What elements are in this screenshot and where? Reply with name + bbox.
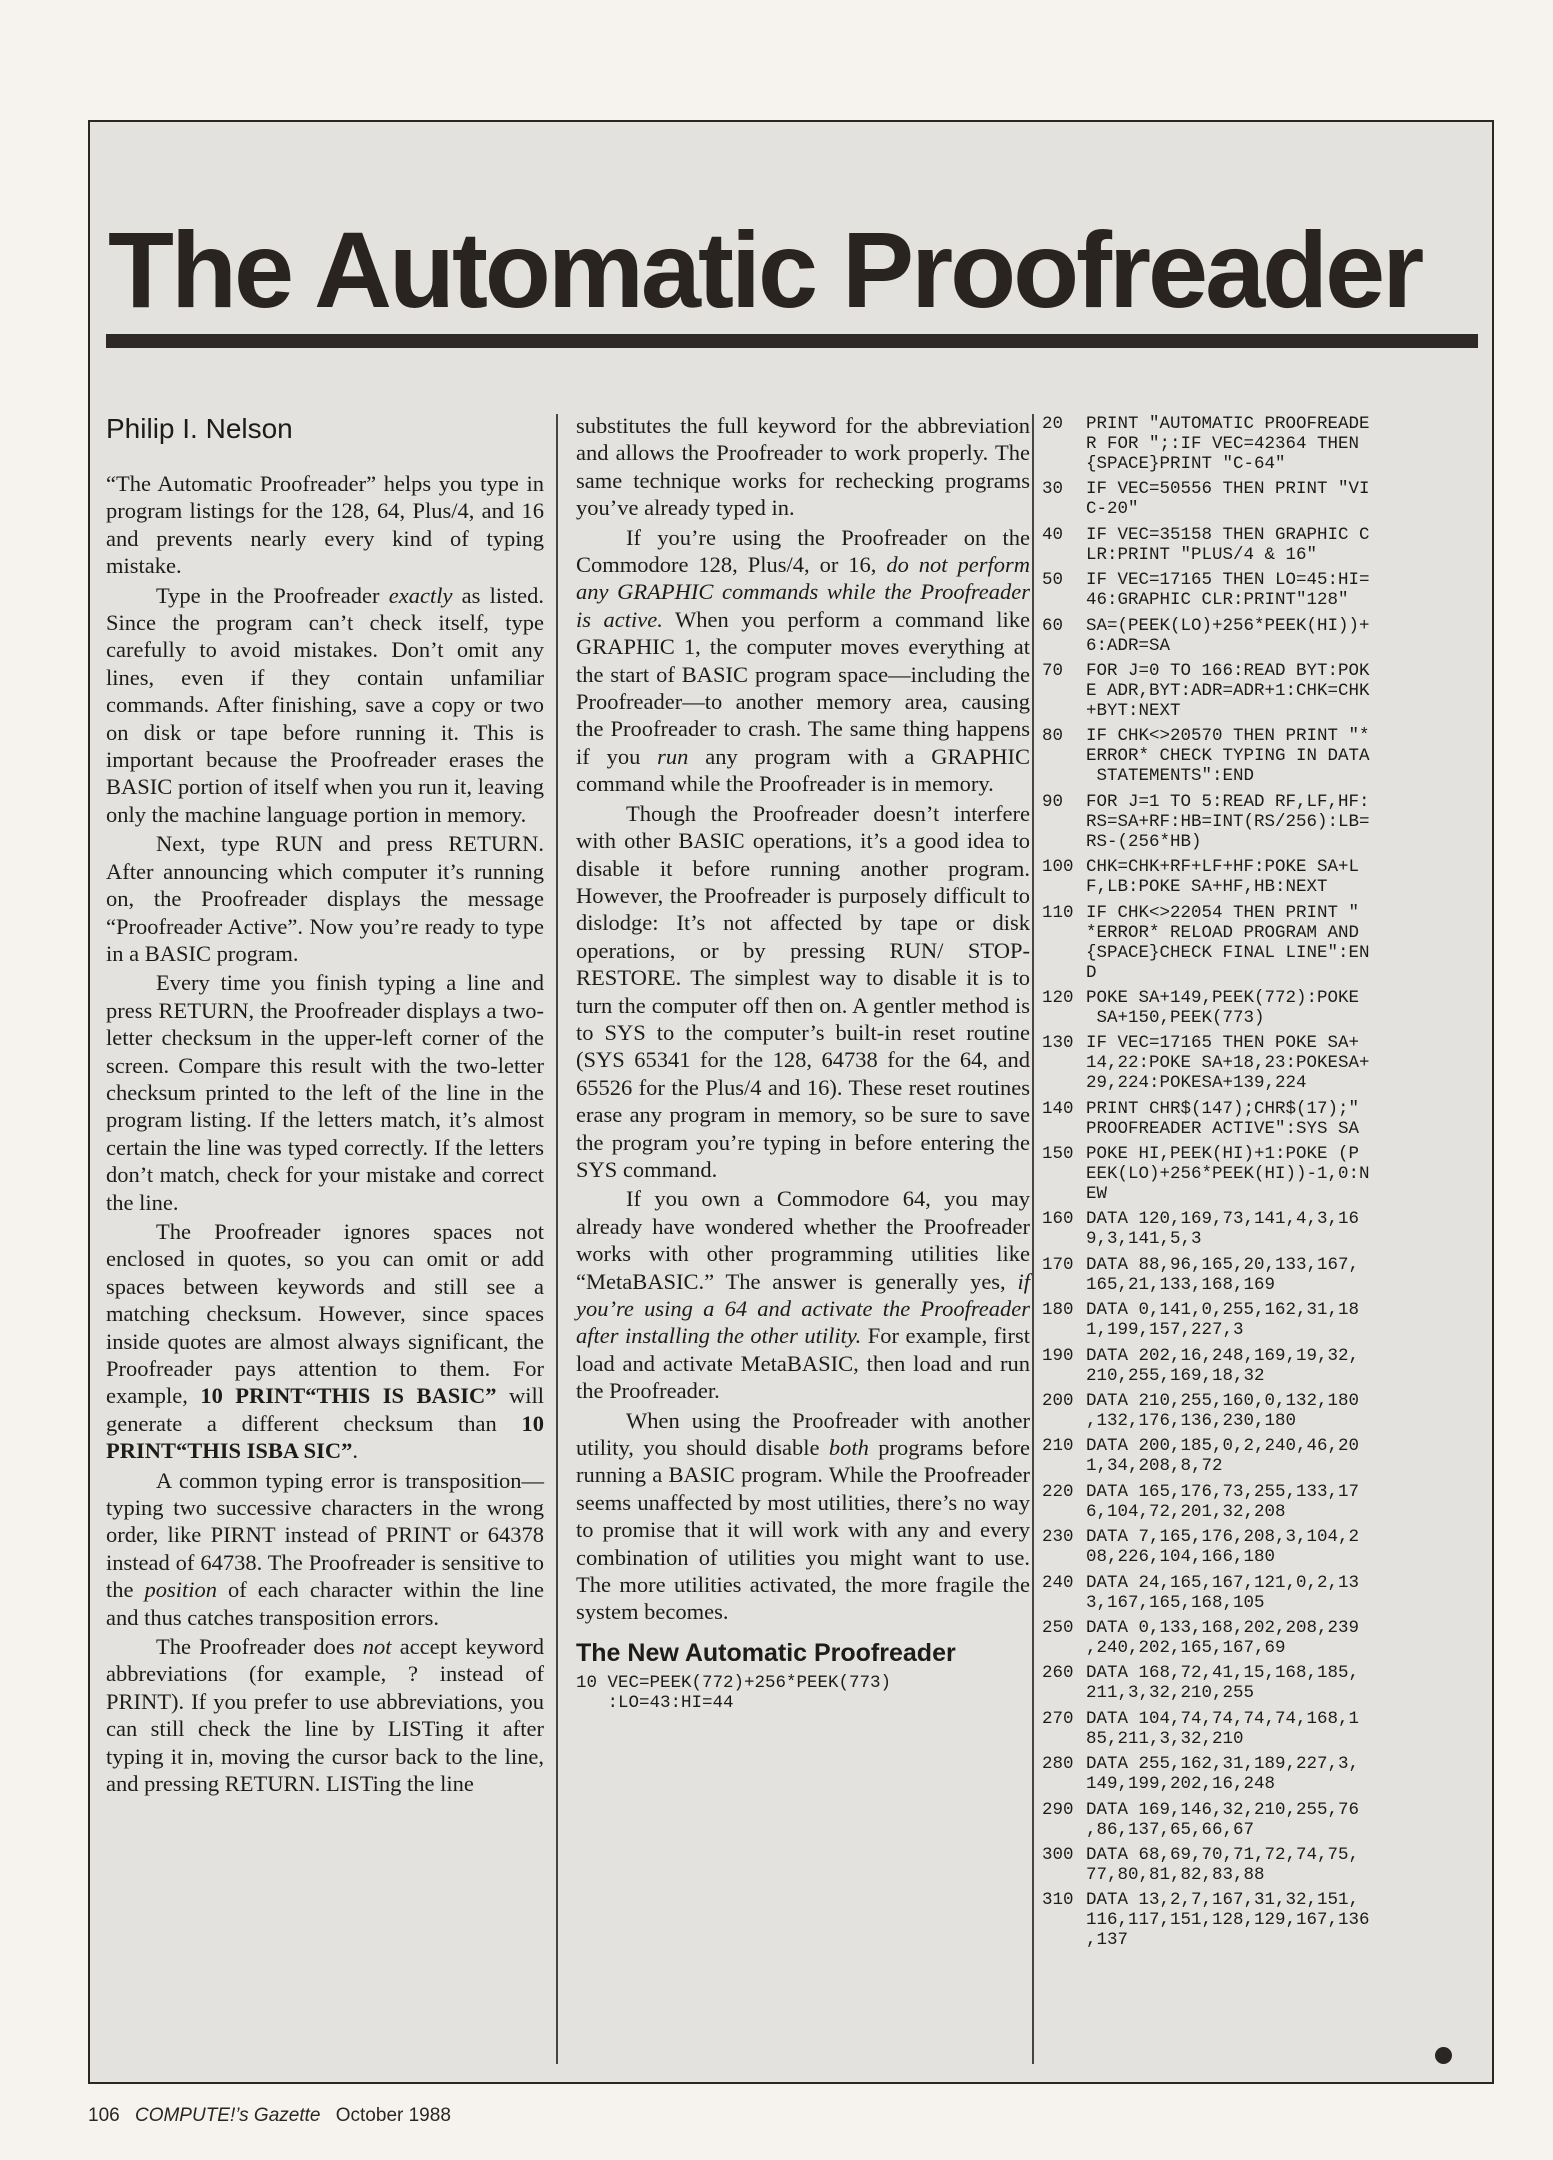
text: The Proofreader does (156, 1634, 363, 1660)
listing-line (1042, 1255, 1482, 1295)
text: of each character within the line and thus catches transposition errors. (106, 1577, 544, 1630)
article-frame (88, 120, 1494, 2084)
line-code: PRINT "AUTOMATIC PROOFREADE R FOR ";:IF VEC=42364 THEN {SPACE}PRINT "C-64" (1086, 414, 1370, 474)
line-code: DATA 0,141,0,255,162,31,18 1,199,157,227,3 (1086, 1300, 1360, 1341)
listing-line (1042, 525, 1482, 565)
listing-line (1042, 1754, 1482, 1794)
column-rule (556, 414, 558, 2064)
line-number: 40 (1042, 524, 1064, 545)
line-number: 230 (1042, 1527, 1074, 1548)
listing-line (1042, 1663, 1482, 1703)
article-title: The Automatic Proofreader (108, 209, 1422, 330)
listing-line-10: 10 VEC=PEEK(772)+256*PEEK(773) :LO=43:HI=44 (576, 1673, 892, 1714)
line-code: DATA 202,16,248,169,19,32, 210,255,169,18,32 (1086, 1345, 1360, 1386)
line-code: DATA 120,169,73,141,4,3,16 9,3,141,5,3 (1086, 1209, 1360, 1250)
line-code: DATA 255,162,31,189,227,3, 149,199,202,16,248 (1086, 1754, 1360, 1795)
text: When using the Proofreader with another utility, you should disable (576, 1407, 1030, 1461)
text: If you own a Commodore 64, you may already have wondered whether the Proofreader works with other programming utilities like “MetaBASIC.” The answer is generally yes, (576, 1186, 1030, 1294)
line-number: 140 (1042, 1098, 1074, 1119)
listing-line (1042, 661, 1482, 721)
line-number: 150 (1042, 1144, 1074, 1165)
line-number: 190 (1042, 1345, 1074, 1366)
line-code: DATA 210,255,160,0,132,180 ,132,176,136,230,180 (1086, 1391, 1360, 1432)
emphasis: do not perform any GRAPHIC commands while the Proofreader is active. (576, 552, 1030, 632)
listing-line (1042, 1845, 1482, 1885)
text: For example, first load and activate MetaBASIC, then load and run the Proofreader. (576, 1323, 1030, 1404)
paragraph (576, 1407, 1030, 1626)
emphasis: exactly (388, 582, 453, 608)
line-code: DATA 24,165,167,121,0,2,13 3,167,165,168,105 (1086, 1572, 1360, 1613)
listing-line (1042, 1033, 1482, 1093)
line-code: IF VEC=17165 THEN LO=45:HI= 46:GRAPHIC CLR:PRINT"128" (1086, 570, 1370, 611)
listing-line (1042, 616, 1482, 656)
paragraph (106, 1467, 544, 1631)
listing-line (1042, 1144, 1482, 1204)
line-code: DATA 13,2,7,167,31,32,151, 116,117,151,128,129,167,136 ,137 (1086, 1890, 1370, 1951)
line-number: 240 (1042, 1572, 1074, 1593)
byline: Philip I. Nelson (106, 413, 293, 444)
page-footer (88, 2105, 461, 2127)
listing-line (1042, 988, 1482, 1028)
line-code: DATA 169,146,32,210,255,76 ,86,137,65,66,67 (1086, 1799, 1360, 1840)
column-2 (576, 412, 1030, 1713)
emphasis: if you’re using a 64 and activate the Proofreader after installing the other utility. (576, 1268, 1030, 1349)
listing-line (1042, 1482, 1482, 1522)
line-number: 250 (1042, 1617, 1074, 1638)
line-code: DATA 104,74,74,74,74,168,1 85,211,3,32,210 (1086, 1708, 1360, 1749)
text: A common typing error is transposition—typing two successive characters in the wrong order, like PIRNT instead of PRINT or 64378 instead of 64738. The Proofreader is sensitive to the (106, 1467, 544, 1603)
line-code: DATA 68,69,70,71,72,74,75, 77,80,81,82,83,88 (1086, 1844, 1360, 1885)
line-code: DATA 7,165,176,208,3,104,2 08,226,104,166,180 (1086, 1527, 1360, 1568)
text: will generate a different checksum than (106, 1383, 544, 1436)
paragraph (576, 1185, 1030, 1404)
text: accept keyword abbreviations (for example, ? instead of PRINT). If you prefer to use abbreviations, you can still check the line by LISTing it after typing it in, moving the cursor back to the line, and pressing RETURN. LISTing the line (106, 1634, 544, 1797)
line-number: 220 (1042, 1481, 1074, 1502)
listing-line (1042, 479, 1482, 519)
listing-line (1042, 1209, 1482, 1249)
text: If you’re using the Proofreader on the Commodore 128, Plus/4, or 16, (576, 524, 1030, 578)
line-number: 20 (1042, 414, 1064, 434)
line-number: 160 (1042, 1209, 1074, 1230)
line-number: 280 (1042, 1754, 1074, 1775)
column-rule (1032, 414, 1034, 2064)
listing-line (1042, 1800, 1482, 1840)
emphasis: position (144, 1577, 217, 1603)
line-code: IF VEC=17165 THEN POKE SA+ 14,22:POKE SA+18,23:POKESA+ 29,224:POKESA+139,224 (1086, 1033, 1370, 1094)
listing-line (1042, 792, 1482, 852)
line-number: 290 (1042, 1799, 1074, 1820)
line-number: 310 (1042, 1890, 1074, 1911)
line-code: POKE SA+149,PEEK(772):POKE SA+150,PEEK(773) (1086, 987, 1360, 1028)
listing-line (1042, 1527, 1482, 1567)
emphasis: run (657, 743, 689, 769)
line-code: PRINT CHR$(147);CHR$(17);" PROOFREADER ACTIVE":SYS SA (1086, 1098, 1360, 1139)
line-code: POKE HI,PEEK(HI)+1:POKE (P EEK(LO)+256*PEEK(HI))-1,0:N EW (1086, 1144, 1370, 1205)
paragraph: Though the Proofreader doesn’t interfere with other BASIC operations, it’s a good idea to disable it before running another program. However, the Proofreader is purposely difficult to dislodge: It’s not affected by tape or disk operations, or by pressing RUN/ STOP- RESTORE. The simplest way to disable it is to turn the computer off then on. A gentler method is to SYS to the computer’s built-in reset routine (SYS 65341 for the 128, 64738 for the 64, and 65526 for the Plus/4 and 16). These reset routines erase any program in memory, so be sure to save the program you’re typing in before entering the SYS command. (576, 800, 1030, 1182)
bold-example: 10 PRINT“THIS IS BASIC” (200, 1383, 497, 1409)
line-number: 170 (1042, 1254, 1074, 1275)
line-number: 110 (1042, 902, 1074, 923)
emphasis: both (828, 1435, 869, 1461)
line-code: DATA 168,72,41,15,168,185, 211,3,32,210,255 (1086, 1663, 1360, 1704)
listing-line (1042, 726, 1482, 786)
line-code: DATA 0,133,168,202,208,239 ,240,202,165,167,69 (1086, 1617, 1360, 1658)
line-number: 200 (1042, 1391, 1074, 1412)
magazine-name: COMPUTE!’s Gazette (134, 2105, 321, 2126)
bold-example: 10 PRINT“THIS ISBA SIC” (106, 1410, 544, 1464)
line-number: 80 (1042, 726, 1064, 747)
listing-line (1042, 1618, 1482, 1658)
column-1 (106, 412, 544, 1800)
line-number: 100 (1042, 857, 1074, 878)
line-code: CHK=CHK+RF+LF+HF:POKE SA+L F,LB:POKE SA+HF,HB:NEXT (1086, 857, 1360, 898)
line-number: 130 (1042, 1033, 1074, 1054)
paragraph: “The Automatic Proofreader” helps you type in program listings for the 128, 64, Plus/4, and 16 and prevents nearly every kind of typing mistake. (106, 471, 544, 579)
listing-line (1042, 1391, 1482, 1431)
line-code: IF CHK<>22054 THEN PRINT " *ERROR* RELOAD PROGRAM AND {SPACE}CHECK FINAL LINE":EN D (1086, 902, 1370, 983)
listing-line (1042, 1436, 1482, 1476)
paragraph: substitutes the full keyword for the abbreviation and allows the Proofreader to work properly. The same technique works for rechecking programs you’ve already typed in. (576, 413, 1030, 521)
line-code: DATA 165,176,73,255,133,17 6,104,72,201,32,208 (1086, 1481, 1360, 1522)
line-number: 70 (1042, 660, 1064, 681)
paragraph: Every time you finish typing a line and press RETURN, the Proofreader displays a two-letter checksum in the upper-left corner of the screen. Compare this result with the two-letter checksum printed to the left of the line in the program listing. If the letters match, it’s almost certain the line was typed correctly. If the letters don’t match, check for your mistake and correct the line. (106, 970, 544, 1215)
line-code: FOR J=1 TO 5:READ RF,LF,HF: RS=SA+RF:HB=INT(RS/256):LB= RS-(256*HB) (1086, 791, 1370, 852)
paragraph: Next, type RUN and press RETURN. After announcing which computer it’s running on, the Proofreader displays the message “Proofreader Active”. Now you’re ready to type in a BASIC program. (106, 831, 544, 966)
line-number: 260 (1042, 1663, 1074, 1684)
page-number: 106 (88, 2105, 120, 2126)
paragraph (106, 582, 544, 829)
text: The Proofreader ignores spaces not enclosed in quotes, so you can omit or add spaces between keywords and still see a matching checksum. However, since spaces inside quotes are almost always significant, the Proofreader pays attention to them. For example, (106, 1218, 544, 1409)
column-3-listing (1042, 414, 1482, 1956)
title-rule (106, 334, 1478, 348)
listing-line (1042, 903, 1482, 983)
line-number: 50 (1042, 570, 1064, 591)
listing-line (1042, 1573, 1482, 1613)
text: . (352, 1438, 358, 1464)
text: programs before running a BASIC program. While the Proofreader seems unaffected by most utilities, there’s no way to promise that it will work with any and every combination of utilities you might want to use. The more utilities activated, the more fragile the system becomes. (576, 1435, 1030, 1625)
text: as listed. Since the program can’t check itself, type carefully to avoid mistakes. Don’t omit any lines, even if they contain unfamiliar commands. After finishing, save a copy or two on disk or tape before running it. This is important because the Proofreader erases the BASIC portion of itself when you run it, leaving only the machine language portion in memory. (106, 582, 544, 827)
line-number: 90 (1042, 791, 1064, 812)
text: Type in the Proofreader (156, 582, 389, 608)
issue-date: October 1988 (335, 2105, 451, 2126)
listing-line (1042, 1890, 1482, 1950)
listing-line (1042, 570, 1482, 610)
listing-heading: The New Automatic Proofreader (576, 1638, 956, 1667)
line-code: SA=(PEEK(LO)+256*PEEK(HI))+ 6:ADR=SA (1086, 615, 1370, 656)
line-code: IF CHK<>20570 THEN PRINT "* ERROR* CHECK TYPING IN DATA STATEMENTS":END (1086, 726, 1370, 787)
line-number: 210 (1042, 1436, 1074, 1457)
line-code: FOR J=0 TO 166:READ BYT:POK E ADR,BYT:ADR=ADR+1:CHK=CHK +BYT:NEXT (1086, 660, 1370, 721)
listing-line (1042, 1346, 1482, 1386)
text: any program with a GRAPHIC command while the Proofreader is in memory. (576, 743, 1031, 797)
emphasis: not (362, 1634, 392, 1660)
paragraph (576, 524, 1030, 798)
line-number: 300 (1042, 1844, 1074, 1865)
line-code: DATA 88,96,165,20,133,167, 165,21,133,168,169 (1086, 1254, 1360, 1295)
line-code: IF VEC=50556 THEN PRINT "VI C-20" (1086, 479, 1370, 520)
line-number: 270 (1042, 1708, 1074, 1729)
listing-line (1042, 1709, 1482, 1749)
line-number: 120 (1042, 987, 1074, 1008)
listing-line (1042, 1300, 1482, 1340)
listing-line (1042, 857, 1482, 897)
paragraph (106, 1218, 544, 1465)
line-code: DATA 200,185,0,2,240,46,20 1,34,208,8,72 (1086, 1436, 1360, 1477)
text: When you perform a command like GRAPHIC 1, the computer moves everything at the start of BASIC program space—including the Proofreader—to another memory area, causing the Proofreader to crash. The same thing happens if you (576, 606, 1030, 769)
line-number: 180 (1042, 1300, 1074, 1321)
listing-line (1042, 414, 1482, 474)
line-code: IF VEC=35158 THEN GRAPHIC C LR:PRINT "PLUS/4 & 16" (1086, 524, 1370, 565)
listing-line (1042, 1099, 1482, 1139)
paragraph (106, 1633, 544, 1797)
line-number: 60 (1042, 615, 1064, 636)
program-listing (1042, 414, 1482, 1950)
line-number: 30 (1042, 479, 1064, 500)
end-mark-icon (1435, 2047, 1452, 2064)
